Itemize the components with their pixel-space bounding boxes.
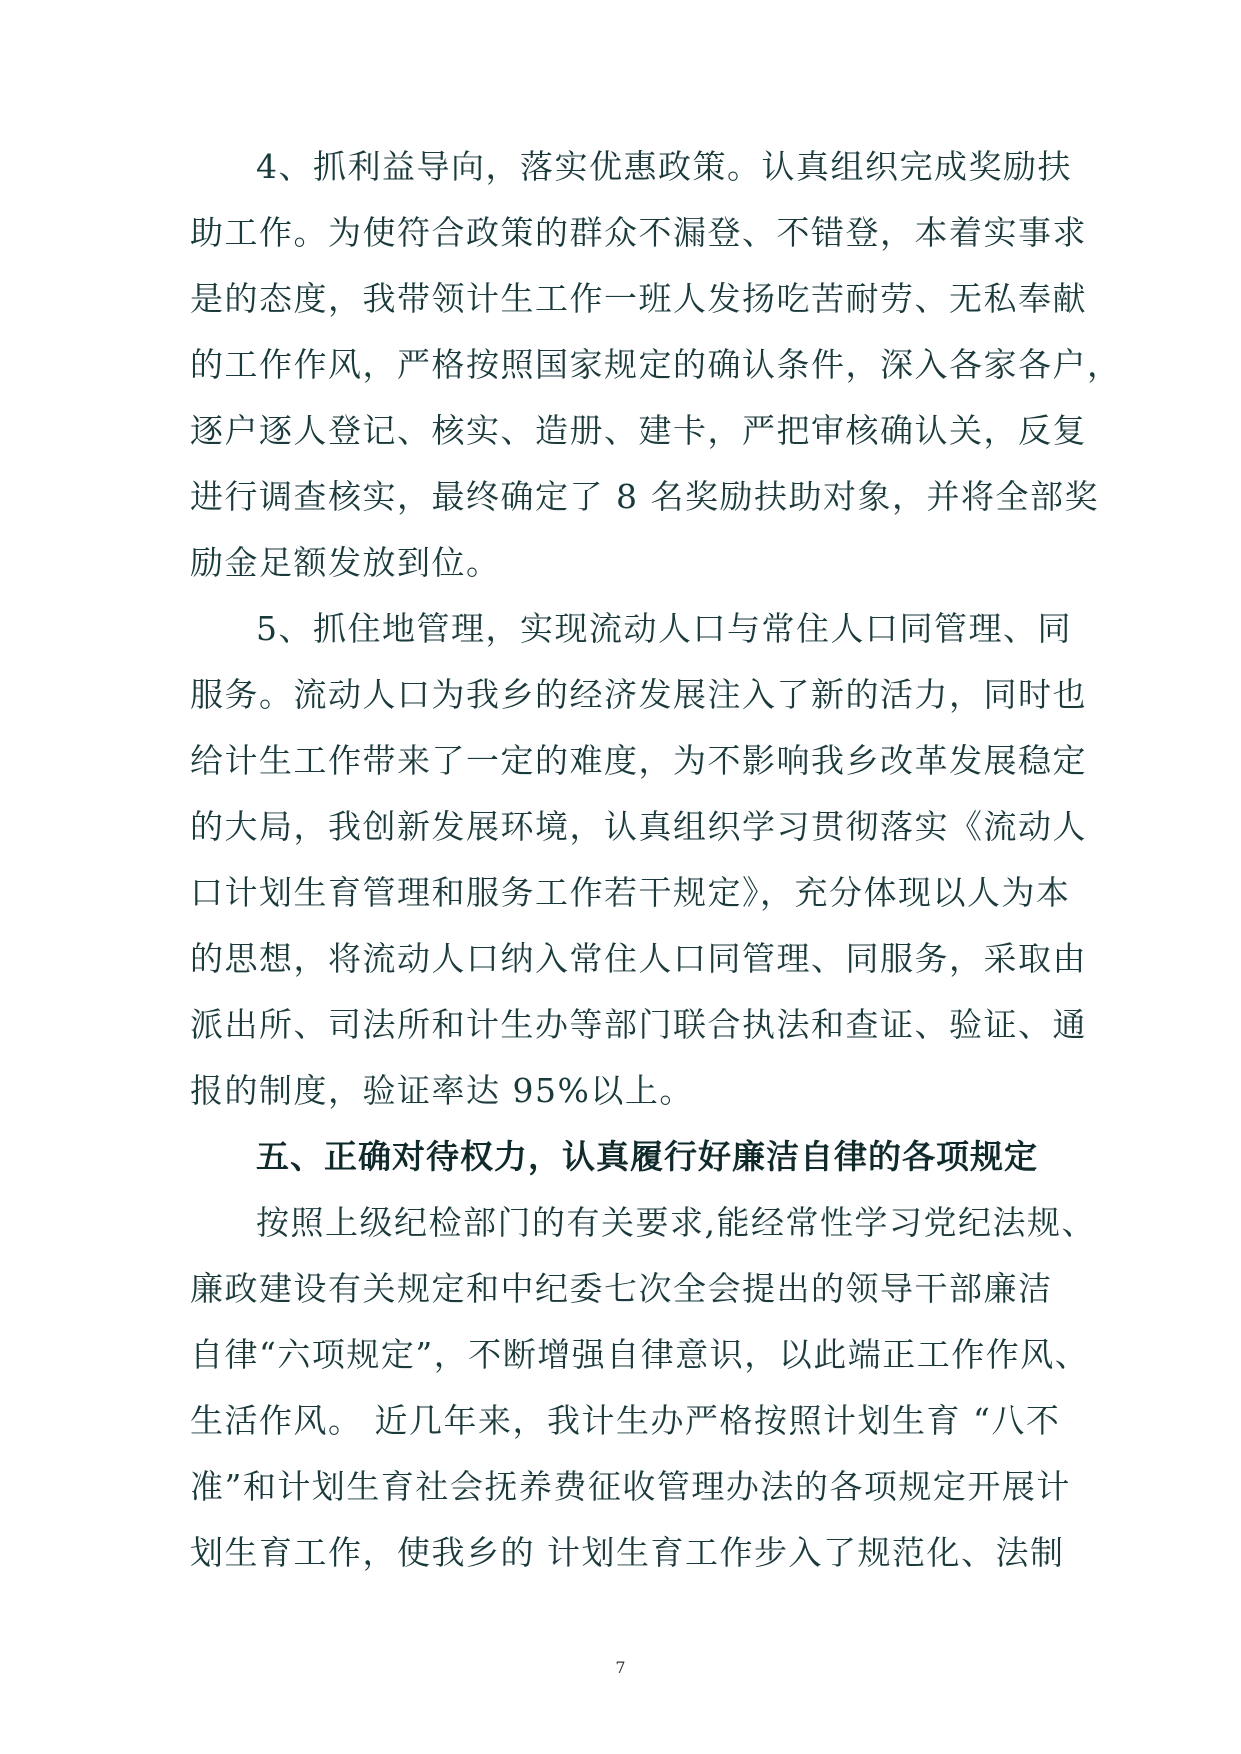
paragraph-6-line-6: 划生育工作，使我乡的 计划生育工作步入了规范化、法制 xyxy=(190,1533,1065,1572)
paragraph-4-line-2: 助工作。为使符合政策的群众不漏登、不错登，本着实事求 xyxy=(190,213,1087,252)
paragraph-5-line-6: 的思想，将流动人口纳入常住人口同管理、同服务，采取由 xyxy=(190,939,1087,978)
paragraph-5-line-2: 服务。流动人口为我乡的经济发展注入了新的活力，同时也 xyxy=(190,675,1087,714)
paragraph-5-line-1: 5、抓住地管理，实现流动人口与常住人口同管理、同 xyxy=(256,609,1072,648)
paragraph-4-line-6: 进行调查核实，最终确定了 8 名奖励扶助对象，并将全部奖 xyxy=(190,477,1099,516)
paragraph-5-line-3: 给计生工作带来了一定的难度，为不影响我乡改革发展稳定 xyxy=(190,741,1087,780)
paragraph-4-line-3: 是的态度，我带领计生工作一班人发扬吃苦耐劳、无私奉献 xyxy=(190,279,1087,318)
paragraph-6-line-5: 准”和计划生育社会抚养费征收管理办法的各项规定开展计 xyxy=(190,1467,1071,1506)
section-heading: 五、正确对待权力，认真履行好廉洁自律的各项规定 xyxy=(256,1137,1038,1176)
paragraph-4-line-5: 逐户逐人登记、核实、造册、建卡，严把审核确认关，反复 xyxy=(190,411,1087,450)
paragraph-5-line-8: 报的制度，验证率达 95%以上。 xyxy=(190,1071,694,1110)
paragraph-4-line-1: 4、抓利益导向，落实优惠政策。认真组织完成奖励扶 xyxy=(256,147,1072,186)
paragraph-5-line-5: 口计划生育管理和服务工作若干规定》，充分体现以人为本 xyxy=(190,873,1071,912)
paragraph-5-line-4: 的大局，我创新发展环境，认真组织学习贯彻落实《流动人 xyxy=(190,807,1087,846)
paragraph-5-line-7: 派出所、司法所和计生办等部门联合执法和查证、验证、通 xyxy=(190,1005,1087,1044)
paragraph-4-line-7: 励金足额发放到位。 xyxy=(190,543,501,582)
paragraph-4-line-4: 的工作作风，严格按照国家规定的确认条件，深入各家各户， xyxy=(190,345,1122,384)
paragraph-6-line-4: 生活作风。 近几年来，我计生办严格按照计划生育 “八不 xyxy=(190,1401,1061,1440)
paragraph-6-line-1: 按照上级纪检部门的有关要求,能经常性学习党纪法规、 xyxy=(256,1203,1096,1242)
paragraph-6-line-3: 自律“六项规定”，不断增强自律意识，以此端正工作作风、 xyxy=(190,1335,1090,1374)
paragraph-6-line-2: 廉政建设有关规定和中纪委七次全会提出的领导干部廉洁 xyxy=(190,1269,1053,1308)
page-number: 7 xyxy=(615,1658,626,1677)
